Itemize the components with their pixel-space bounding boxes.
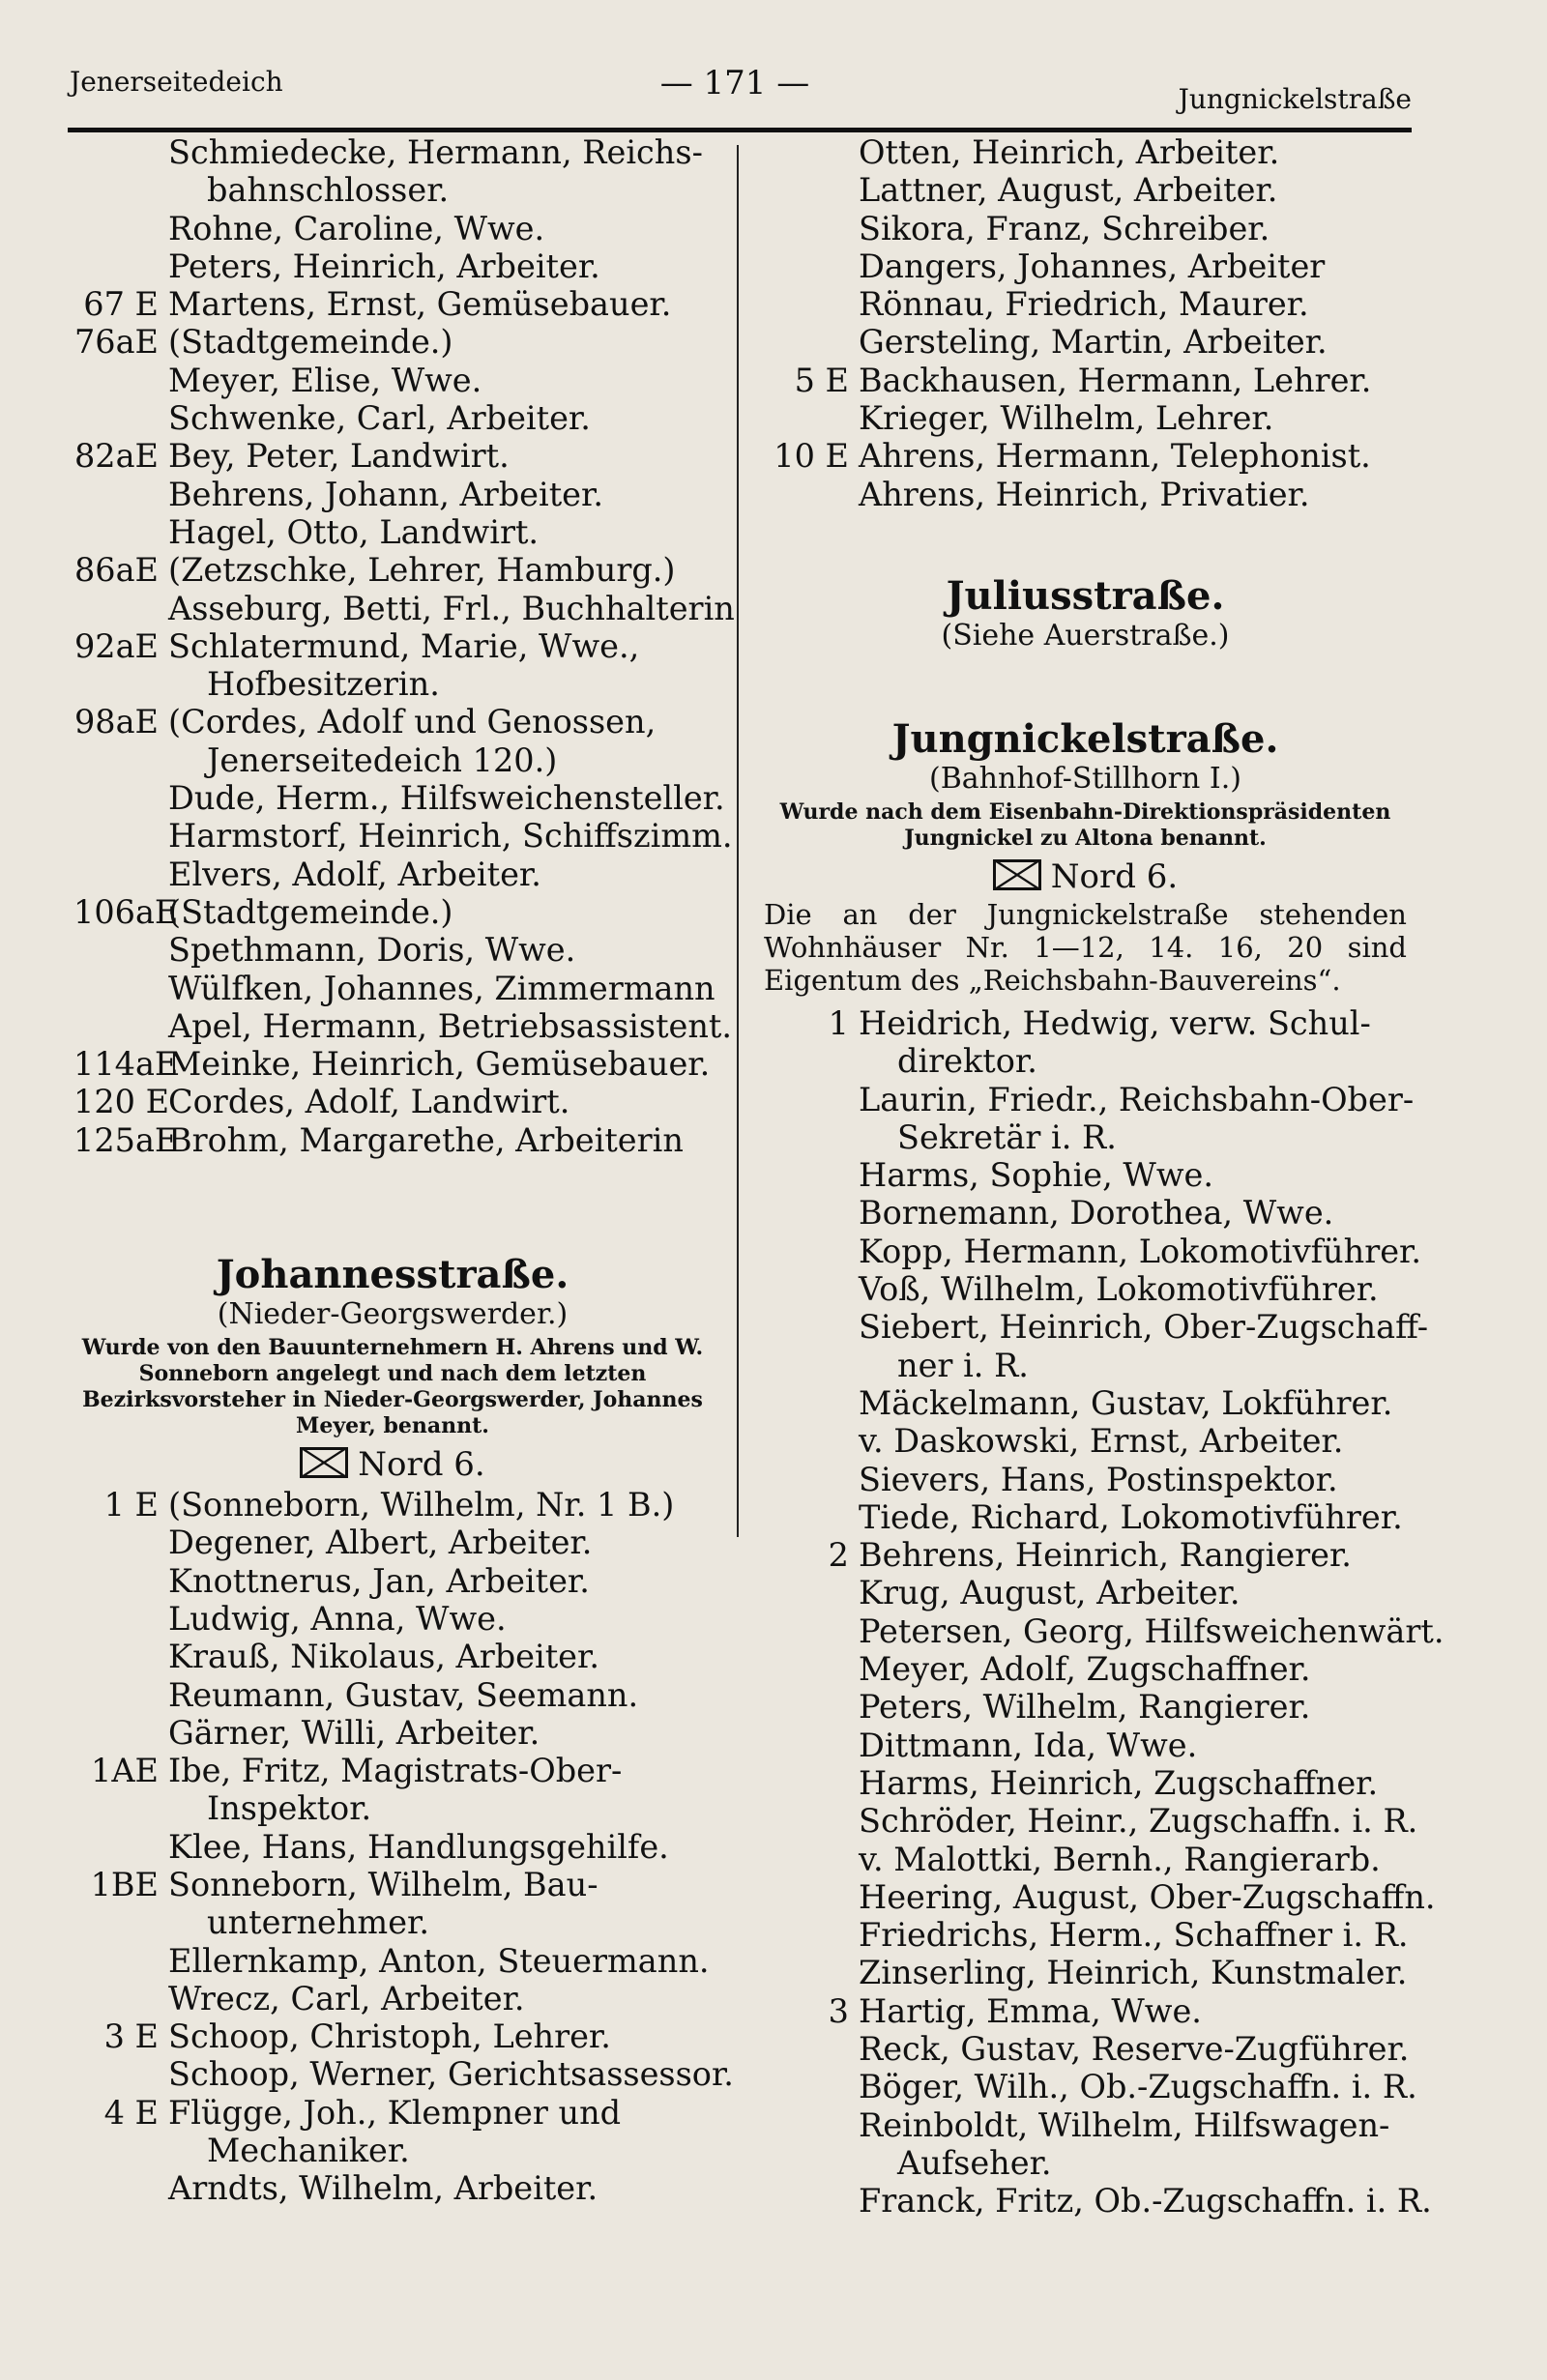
directory-entry	[73, 2017, 712, 2055]
entry-text: Hofbesitzerin.	[207, 665, 440, 704]
entry-text: Reinboldt, Wilhelm, Hilfswagen-	[859, 2105, 1390, 2144]
entry-text: ner i. R.	[897, 1346, 1029, 1384]
directory-entry	[764, 1118, 1407, 1156]
section-title-juliusstrasse: Juliusstraße.	[946, 572, 1225, 619]
entry-text: Harms, Sophie, Wwe.	[859, 1156, 1214, 1195]
directory-entry	[764, 1536, 1407, 1574]
directory-entry	[73, 893, 712, 931]
entry-text: Knottnerus, Jan, Arbeiter.	[168, 1561, 590, 1600]
entry-text: Bey, Peter, Landwirt.	[168, 437, 510, 476]
directory-entry	[764, 323, 1407, 361]
right-entries-2	[764, 1003, 1445, 2220]
entry-text: (Sonneborn, Wilhelm, Nr. 1 B.)	[168, 1486, 675, 1524]
entry-text: Ibe, Fritz, Magistrats-Ober-	[168, 1752, 623, 1790]
house-number: 3 E	[103, 2017, 159, 2056]
entry-text: Böger, Wilh., Ob.-Zugschaffn. i. R.	[859, 2068, 1417, 2106]
page-number: — 171 —	[659, 64, 810, 102]
entry-text: Sekretär i. R.	[897, 1117, 1117, 1156]
directory-entry	[73, 1562, 712, 1600]
ownership-paragraph: Die an der Jungnickelstraße stehenden Wohnhäuser Nr. 1—12, 14. 16, 20 sind Eigentum des „Reichsbahn-Bauvereins“.	[764, 897, 1407, 997]
directory-entry	[73, 2169, 712, 2207]
entry-text: (Stadtgemeinde.)	[168, 892, 453, 931]
entry-text: Brohm, Margarethe, Arbeiterin	[168, 1120, 684, 1159]
entry-text: direktor.	[897, 1042, 1037, 1081]
entry-text: Rohne, Caroline, Wwe.	[168, 209, 545, 247]
entry-text: v. Malottki, Bernh., Rangierarb.	[859, 1840, 1381, 1878]
directory-entry	[73, 1083, 712, 1120]
house-number: 1	[828, 1003, 849, 1042]
directory-entry	[73, 703, 712, 740]
directory-entry	[73, 1866, 712, 1903]
directory-entry	[73, 1980, 712, 2017]
entry-text: Lattner, August, Arbeiter.	[859, 171, 1278, 210]
directory-entry	[73, 513, 712, 551]
entry-text: Martens, Ernst, Gemüsebauer.	[168, 285, 672, 324]
entry-text: Hagel, Otto, Landwirt.	[168, 512, 540, 551]
postal-district	[764, 856, 1407, 898]
directory-entry	[764, 285, 1407, 323]
section-title-johannesstrasse: Johannesstraße.	[216, 1252, 569, 1298]
house-number: 125aE	[73, 1120, 179, 1159]
house-number: 4 E	[103, 2093, 159, 2132]
section-note: Wurde nach dem Eisenbahn-Direktionspräsidenten Jungnickel zu Altona benannt.	[779, 798, 1391, 851]
left-column	[73, 133, 735, 2208]
directory-entry	[764, 1954, 1407, 1991]
directory-entry	[73, 1121, 712, 1159]
entry-text: Dittmann, Ida, Wwe.	[859, 1726, 1198, 1764]
section-subtitle: (Siehe Auerstraße.)	[941, 618, 1230, 653]
directory-entry	[73, 931, 712, 969]
directory-entry	[764, 1574, 1407, 1611]
house-number: 98aE	[73, 703, 159, 741]
directory-entry	[73, 399, 712, 437]
directory-entry	[73, 362, 712, 399]
entry-text: Meyer, Elise, Wwe.	[168, 361, 482, 399]
directory-entry	[764, 1764, 1407, 1802]
directory-entry	[764, 1347, 1407, 1384]
right-column	[764, 133, 1445, 2220]
entry-text: Sikora, Franz, Schreiber.	[859, 209, 1270, 247]
directory-entry	[764, 210, 1407, 247]
directory-entry	[73, 1828, 712, 1866]
directory-entry	[764, 1992, 1407, 2030]
directory-entry	[764, 1004, 1407, 1042]
header-left: Jenerseitedeich	[70, 66, 283, 98]
entry-text: Degener, Albert, Arbeiter.	[168, 1524, 593, 1562]
directory-entry	[764, 133, 1407, 171]
directory-entry	[764, 2068, 1417, 2106]
entry-text: Meyer, Adolf, Zugschaffner.	[859, 1650, 1311, 1689]
directory-entry	[764, 1650, 1407, 1688]
directory-entry	[73, 133, 712, 171]
entry-text: Heidrich, Hedwig, verw. Schul-	[859, 1003, 1371, 1042]
entry-text: Dangers, Johannes, Arbeiter	[859, 247, 1326, 285]
spacer	[764, 653, 1407, 678]
entry-text: Ellernkamp, Anton, Steuermann.	[168, 1941, 710, 1980]
directory-entry	[764, 437, 1407, 475]
entry-text: Inspektor.	[207, 1789, 372, 1828]
entry-text: Peters, Heinrich, Arbeiter.	[168, 247, 600, 285]
directory-entry	[73, 817, 733, 856]
entry-text: Dude, Herm., Hilfsweichensteller.	[168, 779, 725, 818]
house-number: 67 E	[83, 285, 159, 324]
directory-entry	[764, 1877, 1436, 1916]
entry-text: Ahrens, Heinrich, Privatier.	[859, 475, 1310, 513]
entry-text: Krug, August, Arbeiter.	[859, 1574, 1241, 1612]
directory-entry	[73, 1045, 712, 1083]
entry-text: Voß, Wilhelm, Lokomotivführer.	[859, 1270, 1379, 1309]
house-number: 86aE	[73, 551, 159, 590]
directory-entry	[73, 1789, 712, 1827]
house-number: 10 E	[774, 437, 849, 476]
directory-entry	[73, 437, 712, 475]
house-number: 76aE	[73, 323, 159, 362]
postal-label: Nord 6.	[358, 1445, 485, 1485]
directory-entry	[764, 1461, 1407, 1498]
entry-text: Cordes, Adolf, Landwirt.	[168, 1083, 570, 1121]
directory-entry	[764, 247, 1407, 285]
directory-entry	[73, 665, 712, 703]
directory-entry	[764, 1080, 1415, 1118]
section-note: Wurde von den Bauunternehmern H. Ahrens und W. Sonneborn angelegt und nach dem letzten Bezirksvorsteher in Nieder-Georgswerder, Johannes Meyer, benannt.	[81, 1335, 704, 1439]
entry-text: Schmiedecke, Hermann, Reichs-	[168, 133, 703, 171]
directory-entry	[73, 779, 725, 818]
directory-entry	[73, 1638, 712, 1675]
entry-text: Behrens, Heinrich, Rangierer.	[859, 1536, 1352, 1575]
directory-entry	[764, 1688, 1407, 1726]
entry-text: Rönnau, Friedrich, Maurer.	[859, 285, 1309, 324]
entry-text: Schwenke, Carl, Arbeiter.	[168, 399, 591, 438]
entry-text: Apel, Hermann, Betriebsassistent.	[168, 1006, 733, 1045]
entry-text: Ludwig, Anna, Wwe.	[168, 1599, 507, 1638]
column-divider	[737, 145, 739, 1537]
directory-entry	[764, 1727, 1407, 1764]
directory-entry	[73, 741, 712, 779]
directory-entry	[73, 627, 712, 665]
directory-entry	[764, 1194, 1407, 1232]
directory-entry	[764, 1308, 1429, 1347]
spacer	[73, 1159, 712, 1213]
entry-text: unternehmer.	[207, 1903, 430, 1942]
entry-text: Schröder, Heinr., Zugschaffn. i. R.	[859, 1802, 1418, 1841]
entry-text: Jenerseitedeich 120.)	[207, 740, 558, 779]
entry-text: Asseburg, Betti, Frl., Buchhalterin	[168, 589, 735, 627]
entry-text: Behrens, Johann, Arbeiter.	[168, 475, 603, 513]
entry-text: Kopp, Hermann, Lokomotivführer.	[859, 1232, 1422, 1270]
house-number: 1AE	[91, 1752, 159, 1790]
house-number: 3	[828, 1991, 849, 2030]
header-right: Jungnickelstraße	[1178, 83, 1412, 115]
header-rule	[68, 128, 1412, 132]
directory-entry	[73, 210, 712, 247]
house-number: 1 E	[103, 1486, 159, 1524]
entry-text: Laurin, Friedr., Reichsbahn-Ober-	[859, 1080, 1415, 1118]
entry-text: Bornemann, Dorothea, Wwe.	[859, 1194, 1334, 1233]
entry-text: Wülfken, Johannes, Zimmermann	[168, 969, 715, 1007]
directory-entry	[73, 285, 712, 323]
directory-entry	[73, 476, 712, 513]
directory-entry	[73, 2055, 734, 2094]
entry-text: Flügge, Joh., Klempner und	[168, 2093, 622, 2132]
section-subtitle: (Bahnhof-Stillhorn I.)	[929, 761, 1241, 796]
directory-entry	[764, 1498, 1407, 1536]
house-number: 2	[828, 1536, 849, 1575]
entry-text: Sonneborn, Wilhelm, Bau-	[168, 1865, 598, 1903]
entry-text: Sievers, Hans, Postinspektor.	[859, 1460, 1338, 1498]
directory-entry	[764, 1042, 1407, 1080]
entry-text: Gersteling, Martin, Arbeiter.	[859, 323, 1328, 362]
entry-text: Reck, Gustav, Reserve-Zugführer.	[859, 2029, 1410, 2068]
entry-text: Siebert, Heinrich, Ober-Zugschaff-	[859, 1308, 1429, 1347]
entry-text: Elvers, Adolf, Arbeiter.	[168, 855, 541, 893]
directory-entry	[764, 476, 1407, 513]
entry-text: Friedrichs, Herm., Schaffner i. R.	[859, 1916, 1409, 1955]
entry-text: Tiede, Richard, Lokomotivführer.	[859, 1497, 1403, 1536]
entry-text: Schoop, Werner, Gerichtsassessor.	[168, 2055, 734, 2094]
entry-text: Hartig, Emma, Wwe.	[859, 1991, 1202, 2030]
entry-text: Krauß, Nikolaus, Arbeiter.	[168, 1638, 599, 1676]
directory-entry	[764, 2029, 1410, 2068]
directory-entry	[764, 399, 1407, 437]
directory-entry	[764, 2182, 1432, 2220]
house-number: 120 E	[73, 1083, 170, 1121]
postal-district	[73, 1443, 712, 1486]
entry-text: bahnschlosser.	[207, 171, 450, 210]
directory-entry	[764, 2144, 1407, 2182]
entry-text: Zinserling, Heinrich, Kunstmaler.	[859, 1954, 1408, 1992]
entry-text: Mechaniker.	[207, 2132, 410, 2170]
entry-text: Otten, Heinrich, Arbeiter.	[859, 133, 1280, 171]
section-subtitle: (Nieder-Georgswerder.)	[217, 1297, 569, 1332]
house-number: 106aE	[73, 892, 179, 931]
directory-entry	[764, 1156, 1407, 1194]
directory-entry	[73, 1600, 712, 1638]
entry-text: (Stadtgemeinde.)	[168, 323, 453, 362]
entry-text: Schlatermund, Marie, Wwe.,	[168, 626, 640, 665]
entry-text: Aufseher.	[897, 2143, 1052, 2182]
entry-text: Schoop, Christoph, Lehrer.	[168, 2017, 611, 2056]
house-number: 82aE	[73, 437, 159, 476]
entry-text: Klee, Hans, Handlungsgehilfe.	[168, 1827, 669, 1866]
entry-text: v. Daskowski, Ernst, Arbeiter.	[859, 1422, 1344, 1461]
entry-text: Reumann, Gustav, Seemann.	[168, 1675, 639, 1714]
directory-entry	[73, 1486, 712, 1524]
directory-entry	[764, 1270, 1407, 1308]
directory-entry	[764, 1384, 1407, 1422]
entry-text: Spethmann, Doris, Wwe.	[168, 931, 576, 970]
entry-text: Harms, Heinrich, Zugschaffner.	[859, 1763, 1379, 1802]
house-number: 114aE	[73, 1045, 179, 1084]
spacer	[764, 997, 1407, 1004]
entry-text: Meinke, Heinrich, Gemüsebauer.	[168, 1045, 711, 1084]
entry-text: Petersen, Georg, Hilfsweichenwärt.	[859, 1611, 1445, 1650]
entry-text: Mäckelmann, Gustav, Lokführer.	[859, 1383, 1393, 1422]
directory-entry	[73, 1524, 712, 1561]
postal-label: Nord 6.	[1050, 856, 1179, 896]
directory-entry	[73, 969, 715, 1007]
entry-text: Franck, Fritz, Ob.-Zugschaffn. i. R.	[859, 2182, 1432, 2220]
directory-entry	[73, 1942, 712, 1980]
entry-text: Ahrens, Hermann, Telephonist.	[859, 437, 1371, 476]
envelope-icon	[300, 1447, 348, 1478]
entry-text: Arndts, Wilhelm, Arbeiter.	[168, 2169, 598, 2208]
entry-text: Gärner, Willi, Arbeiter.	[168, 1713, 540, 1752]
directory-entry	[73, 589, 735, 627]
directory-entry	[73, 2094, 712, 2132]
house-number: 1BE	[90, 1865, 159, 1903]
directory-entry	[73, 1676, 712, 1714]
directory-entry	[73, 1752, 712, 1789]
directory-entry	[764, 171, 1407, 209]
directory-entry	[73, 1714, 712, 1752]
entry-text: Peters, Wilhelm, Rangierer.	[859, 1688, 1311, 1727]
directory-entry	[764, 2106, 1407, 2144]
directory-entry	[73, 856, 712, 893]
right-entries	[764, 133, 1407, 513]
entry-text: Heering, August, Ober-Zugschaffn.	[859, 1877, 1436, 1916]
house-number: 92aE	[73, 626, 159, 665]
directory-entry	[73, 1903, 712, 1941]
directory-entry	[764, 1611, 1445, 1650]
entry-text: Harmstorf, Heinrich, Schiffszimm.	[168, 817, 733, 856]
directory-entry	[73, 323, 712, 361]
directory-entry	[764, 1802, 1418, 1841]
entry-text: (Cordes, Adolf und Genossen,	[168, 703, 657, 741]
entry-text: (Zetzschke, Lehrer, Hamburg.)	[168, 551, 676, 590]
directory-entry	[73, 2132, 712, 2169]
directory-entry	[764, 1232, 1422, 1270]
entry-text: Krieger, Wilhelm, Lehrer.	[859, 399, 1274, 438]
entry-text: Wrecz, Carl, Arbeiter.	[168, 1979, 525, 2017]
directory-entry	[764, 1841, 1407, 1878]
directory-entry	[764, 362, 1407, 399]
left-entries	[73, 133, 735, 1159]
directory-entry	[73, 247, 712, 285]
directory-entry	[73, 551, 712, 589]
section-title-jungnickelstrasse: Jungnickelstraße.	[891, 715, 1279, 762]
left-entries-2	[73, 1486, 734, 2208]
spacer	[764, 513, 1407, 535]
envelope-icon	[993, 859, 1041, 890]
directory-entry	[73, 171, 712, 209]
directory-entry	[764, 1916, 1407, 1954]
directory-entry	[764, 1422, 1407, 1460]
entry-text: Backhausen, Hermann, Lehrer.	[859, 361, 1372, 399]
directory-entry	[73, 1006, 733, 1045]
house-number: 5 E	[794, 361, 849, 399]
